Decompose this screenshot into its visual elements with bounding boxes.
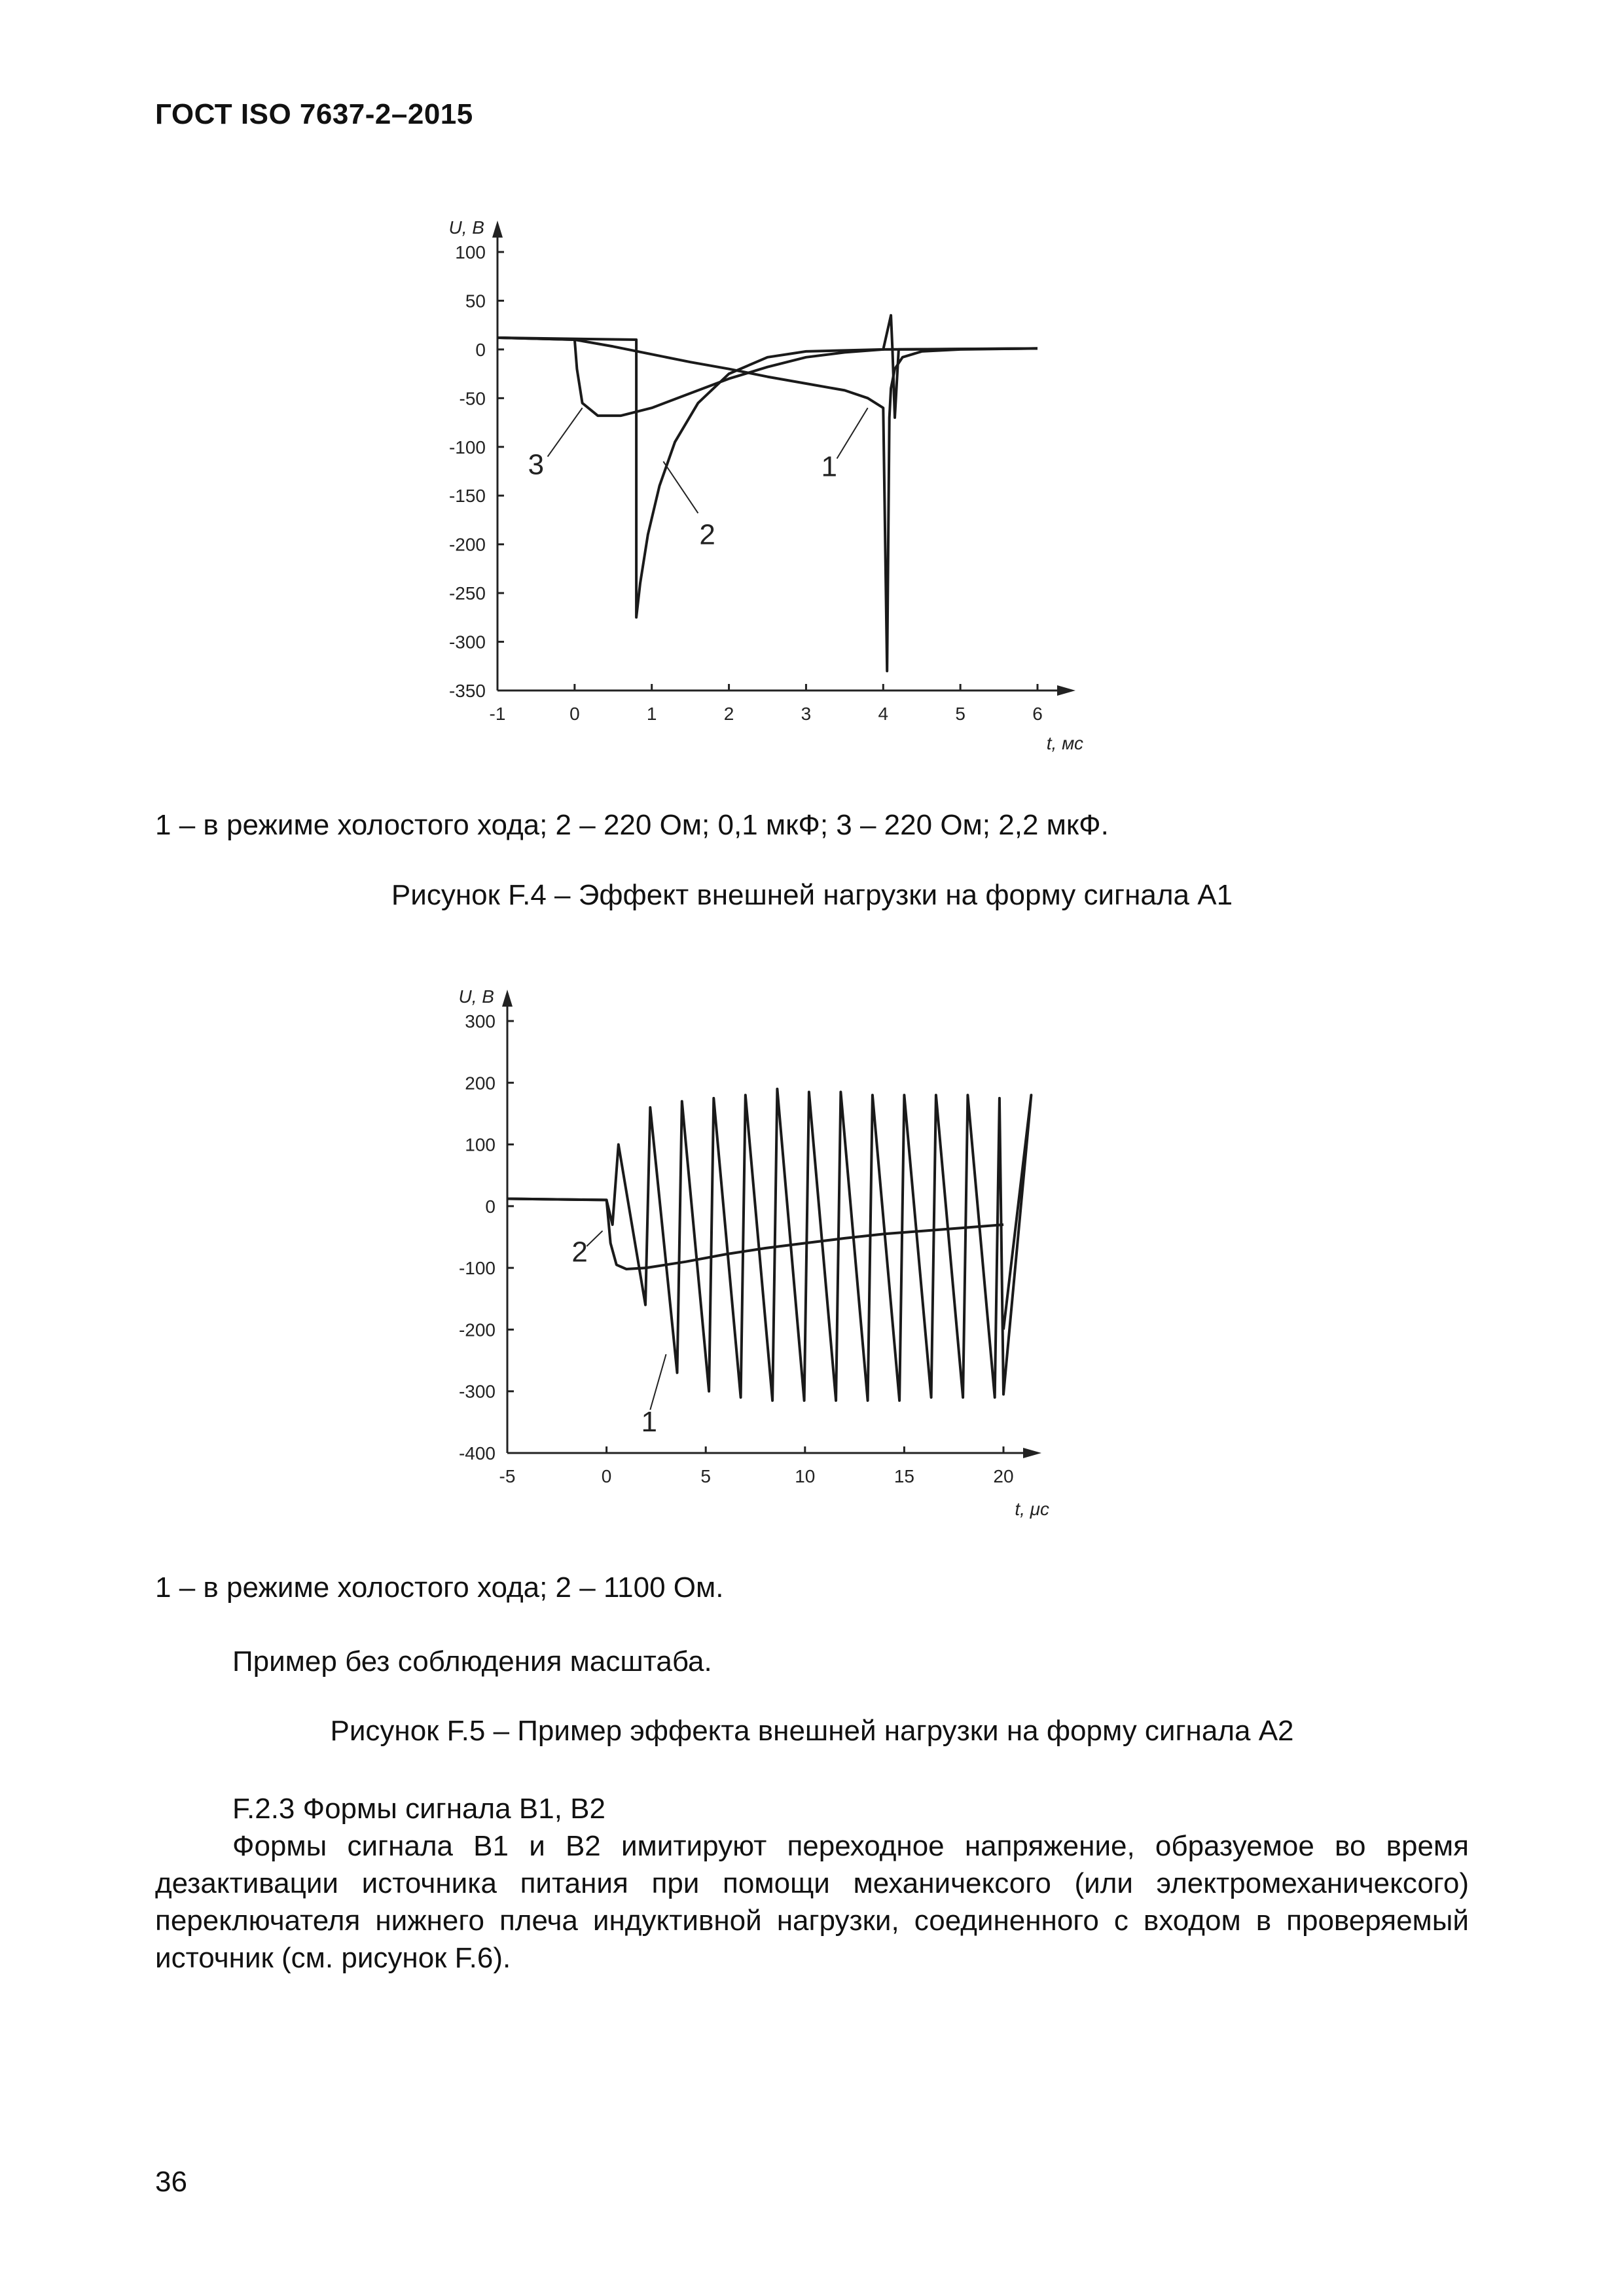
f4-y-tick-label: -150 bbox=[448, 486, 486, 507]
f5-y-tick-label: 100 bbox=[465, 1134, 496, 1155]
figure-f5-caption: Рисунок F.5 – Пример эффекта внешней нагрузки на форму сигнала А2 bbox=[330, 1715, 1294, 1747]
f4-x-tick-label: 6 bbox=[1032, 704, 1043, 724]
f4-y-axis-label: U, В bbox=[448, 217, 484, 238]
f4-x-tick-label: 4 bbox=[878, 704, 889, 724]
f5-x-tick-label: 15 bbox=[893, 1466, 914, 1486]
f5-y-tick-label: 0 bbox=[485, 1196, 496, 1217]
figure-f5-legend: 1 – в режиме холостого хода; 2 – 1100 Ом. bbox=[155, 1571, 724, 1604]
f5-annotation-2: 2 bbox=[571, 1236, 588, 1268]
f4-x-tick-label: 0 bbox=[569, 704, 580, 724]
figure-f4-legend: 1 – в режиме холостого хода; 2 – 220 Ом; 0,1 мкФ; 3 – 220 Ом; 2,2 мкФ. bbox=[155, 809, 1109, 841]
f5-x-tick-label: 0 bbox=[601, 1466, 612, 1486]
f4-y-tick-label: -200 bbox=[448, 534, 486, 555]
f5-y-tick-label: 300 bbox=[465, 1011, 496, 1031]
f4-x-tick-label: 2 bbox=[723, 704, 734, 724]
section-heading: F.2.3 Формы сигнала В1, В2 bbox=[232, 1793, 605, 1825]
figure-f5-chart bbox=[419, 956, 1204, 1532]
f5-annotation-1: 1 bbox=[641, 1406, 658, 1438]
f4-annotation-3: 3 bbox=[528, 448, 545, 481]
f5-x-axis-arrow bbox=[1023, 1448, 1041, 1458]
f5-y-tick-label: -400 bbox=[458, 1443, 496, 1463]
figure-f4-caption: Рисунок F.4 – Эффект внешней нагрузки на форму сигнала А1 bbox=[391, 879, 1233, 911]
f4-leader-2 bbox=[663, 461, 698, 513]
f4-annotation-2: 2 bbox=[699, 518, 715, 551]
f5-x-axis-label: t, μс bbox=[1015, 1499, 1049, 1519]
figure-f4-chart bbox=[406, 190, 1191, 772]
f5-leader-2 bbox=[586, 1231, 602, 1247]
f4-y-tick-label: 100 bbox=[455, 242, 486, 262]
page-number: 36 bbox=[155, 2166, 187, 2198]
figure-f5-note: Пример без соблюдения масштаба. bbox=[232, 1645, 712, 1677]
f5-x-tick-label: 20 bbox=[993, 1466, 1014, 1486]
f5-x-tick-label: -5 bbox=[499, 1466, 516, 1486]
f4-x-axis-arrow bbox=[1057, 685, 1075, 696]
f4-y-tick-label: -350 bbox=[448, 681, 486, 701]
f4-leader-1 bbox=[837, 408, 868, 458]
f5-leader-1 bbox=[650, 1354, 666, 1410]
f4-annotation-1: 1 bbox=[821, 450, 838, 483]
f4-y-tick-label: 0 bbox=[475, 339, 486, 360]
f4-x-tick-label: 3 bbox=[801, 704, 812, 724]
f5-x-tick-label: 10 bbox=[795, 1466, 816, 1486]
section-paragraph: Формы сигнала В1 и В2 имитируют переходное напряжение, образуемое во время дезактивации источника питания при помощи механичексого (или электромеханичексого) переключателя нижнего плеча индуктивной нагрузки, соединенного с входом в проверяемый источник (см. рисунок F.6). bbox=[155, 1830, 1469, 1974]
f5-y-tick-label: -300 bbox=[458, 1381, 496, 1402]
f4-y-tick-label: -100 bbox=[448, 437, 486, 457]
f5-y-axis-arrow bbox=[502, 990, 513, 1007]
f4-series-1-line bbox=[497, 338, 1038, 671]
document-header: ГОСТ ISO 7637-2–2015 bbox=[155, 98, 473, 130]
f4-leader-3 bbox=[548, 408, 583, 456]
f5-x-tick-label: 5 bbox=[700, 1466, 711, 1486]
f4-x-axis-label: t, мс bbox=[1046, 733, 1083, 753]
f4-y-tick-label: -250 bbox=[448, 583, 486, 604]
f4-y-axis-arrow bbox=[492, 221, 503, 238]
f5-y-axis-label: U, В bbox=[458, 986, 494, 1007]
f4-x-tick-label: 5 bbox=[955, 704, 965, 724]
f4-y-tick-label: 50 bbox=[465, 291, 486, 312]
f5-y-tick-label: -200 bbox=[458, 1319, 496, 1340]
f4-series-2-line bbox=[497, 315, 1038, 618]
f4-y-tick-label: -300 bbox=[448, 632, 486, 653]
f4-x-tick-label: 1 bbox=[646, 704, 657, 724]
f4-x-tick-label: -1 bbox=[489, 704, 506, 724]
f4-y-tick-label: -50 bbox=[459, 388, 486, 409]
f5-y-tick-label: 200 bbox=[465, 1073, 496, 1094]
f5-y-tick-label: -100 bbox=[458, 1258, 496, 1279]
